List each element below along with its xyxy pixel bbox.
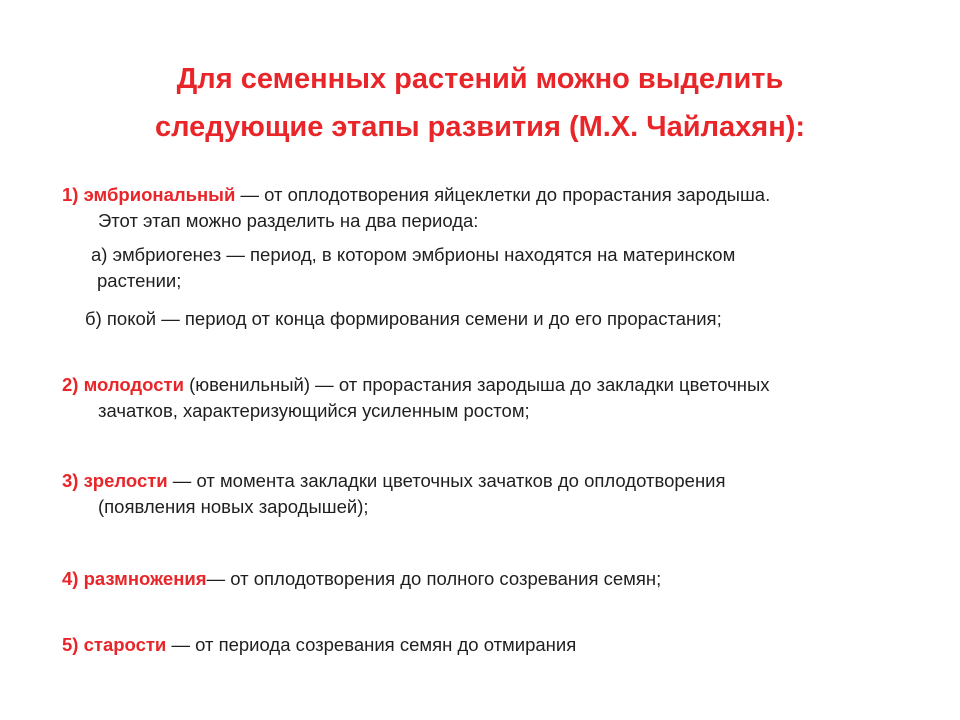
title-line-2: следующие этапы развития (М.Х. Чайлахян):	[154, 111, 806, 143]
stage-youth-text: (ювенильный) — от прорастания зародыша до закладки цветочных	[183, 374, 770, 395]
stage-maturity-label: 3) зрелости	[62, 470, 168, 491]
stage-senescence	[62, 632, 576, 658]
stage-youth	[62, 372, 770, 424]
stage-reproduction-text: — от оплодотворения до полного созревания семян;	[206, 568, 662, 589]
stage-maturity-line-1	[62, 468, 726, 494]
stage-senescence-line-1	[62, 632, 576, 658]
stage-maturity-text: — от момента закладки цветочных зачатков до оплодотворения	[167, 470, 726, 491]
stage-reproduction-label: 4) размножения	[62, 568, 207, 589]
period-embryogenesis-line-2: растении;	[97, 270, 182, 291]
stage-maturity-line-2: (появления новых зародышей);	[98, 496, 369, 517]
period-dormancy-line-1: б) покой — период от конца формирования семени и до его прорастания;	[85, 308, 722, 329]
stage-reproduction-line-1	[62, 566, 661, 592]
period-embryogenesis-line-1: а) эмбриогенез — период, в котором эмбрионы находятся на материнском	[91, 244, 736, 265]
title-line-1: Для семенных растений можно выделить	[176, 63, 784, 95]
stage-embryonic-text: — от оплодотворения яйцеклетки до прорастания зародыша.	[235, 184, 771, 205]
stage-reproduction	[62, 566, 661, 592]
stage-embryonic-label: 1) эмбриональный	[62, 184, 236, 205]
stage-embryonic-line-1	[62, 182, 770, 208]
stage-youth-line-1	[62, 372, 770, 398]
stage-youth-label: 2) молодости	[62, 374, 184, 395]
period-embryogenesis	[91, 242, 735, 294]
stage-senescence-label: 5) старости	[62, 634, 167, 655]
stage-senescence-text: — от периода созревания семян до отмирания	[166, 634, 577, 655]
stage-embryonic-line-2: Этот этап можно разделить на два периода:	[98, 210, 479, 231]
stage-maturity	[62, 468, 726, 520]
stage-youth-line-2: зачатков, характеризующийся усиленным ростом;	[98, 400, 530, 421]
stage-embryonic	[62, 182, 770, 234]
period-dormancy	[85, 306, 722, 332]
